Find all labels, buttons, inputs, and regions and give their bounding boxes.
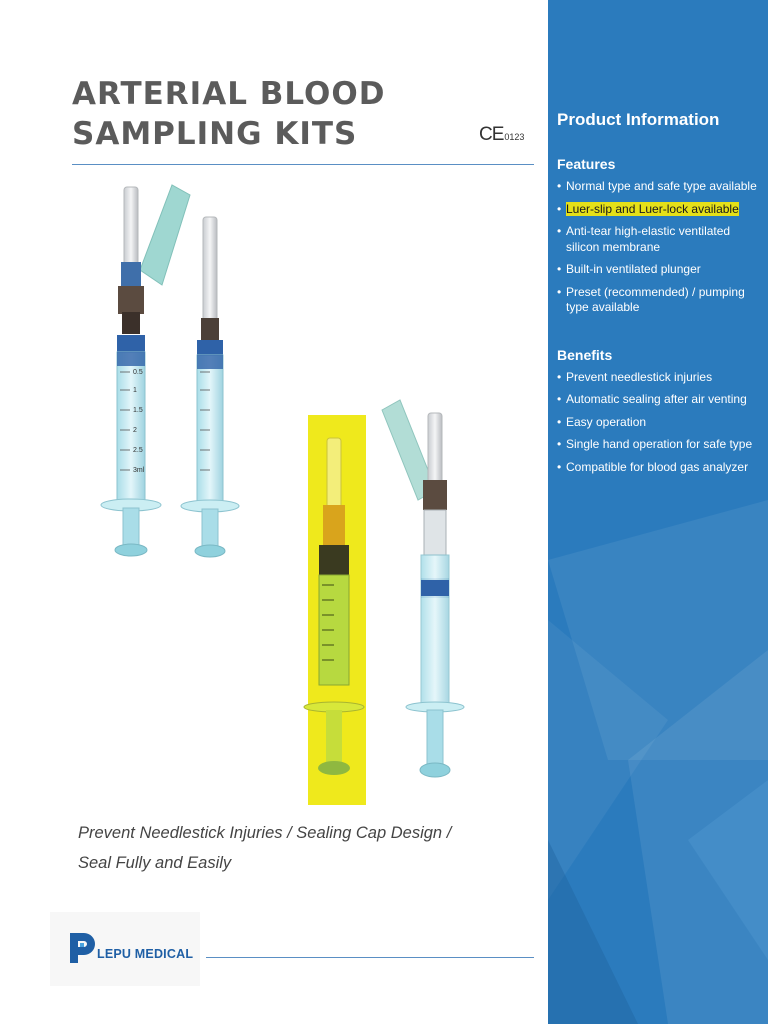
benefit-text: Easy operation <box>566 414 647 429</box>
panel-heading: Product Information <box>557 110 720 129</box>
svg-text:1: 1 <box>133 387 137 394</box>
syringe-standard-1 <box>181 217 239 557</box>
product-info-panel <box>548 0 768 1024</box>
list-item <box>557 262 765 278</box>
list-item <box>557 370 765 386</box>
ce-certification-mark <box>479 124 524 146</box>
benefits-heading: Benefits <box>557 346 613 363</box>
benefit-text: Prevent needlestick injuries <box>566 369 713 384</box>
svg-text:2.5: 2.5 <box>133 447 143 454</box>
list-item <box>557 202 765 218</box>
list-item <box>557 179 765 195</box>
svg-text:3ml: 3ml <box>133 467 145 474</box>
svg-text:1.5: 1.5 <box>133 407 143 414</box>
features-list <box>557 179 765 316</box>
benefit-text: Compatible for blood gas analyzer <box>566 459 749 474</box>
title-line-1: ARTERIAL BLOOD <box>72 76 386 112</box>
lepu-logo-icon <box>68 930 96 966</box>
list-item <box>557 392 765 408</box>
syringe-product-image <box>0 170 545 810</box>
feature-text: Normal type and safe type available <box>566 179 757 193</box>
feature-text-highlighted: Luer-slip and Luer-lock available <box>566 201 739 216</box>
tagline-line-2: Seal Fully and Easily <box>78 854 232 872</box>
product-tagline <box>78 818 451 878</box>
feature-text: Built-in ventilated plunger <box>566 262 701 276</box>
ce-notified-body-number: 0123 <box>504 132 525 142</box>
brand-name: LEPU MEDICAL <box>97 947 194 961</box>
feature-text: Anti-tear high-elastic ventilated silicon membrane <box>566 224 731 254</box>
panel-content <box>557 109 765 482</box>
syringe-safety-1 <box>101 185 190 556</box>
syringe-highlighted <box>304 415 366 805</box>
footer-divider <box>206 957 534 958</box>
benefit-text: Single hand operation for safe type <box>566 437 753 451</box>
list-item <box>557 224 765 255</box>
syringe-safety-2 <box>382 400 464 777</box>
ce-logo: CE <box>479 124 504 145</box>
list-item <box>557 437 765 453</box>
features-section <box>557 155 765 316</box>
feature-text: Preset (recommended) / pumping type available <box>566 284 745 314</box>
title-divider <box>72 164 534 165</box>
title-line-2: SAMPLING KITS <box>72 116 358 152</box>
svg-text:2: 2 <box>133 427 137 434</box>
features-heading: Features <box>557 156 616 172</box>
benefit-text: Automatic sealing after air venting <box>566 392 747 406</box>
list-item <box>557 285 765 316</box>
list-item <box>557 415 765 431</box>
page-title <box>72 74 385 154</box>
list-item <box>557 460 765 476</box>
benefits-list <box>557 370 765 476</box>
svg-text:0.5: 0.5 <box>133 369 143 376</box>
tagline-line-1: Prevent Needlestick Injuries / Sealing Cap Design / <box>78 824 452 842</box>
benefits-section <box>557 346 765 476</box>
lepu-medical-logo <box>50 912 200 986</box>
